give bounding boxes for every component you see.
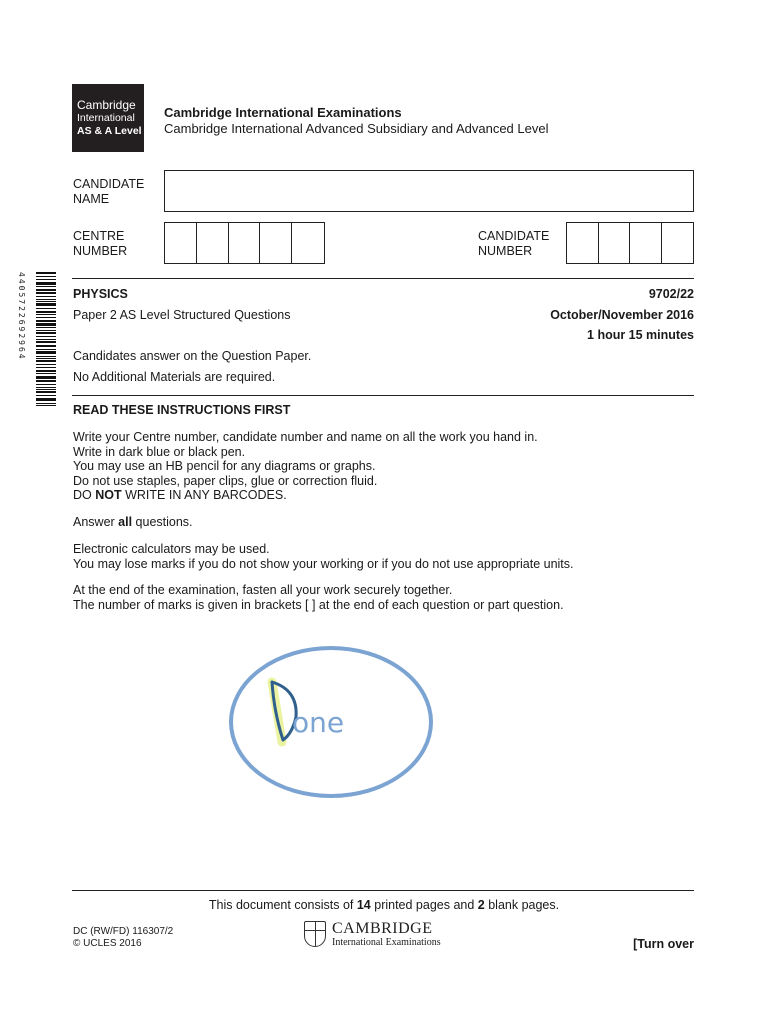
logo-line-2: International <box>77 112 135 124</box>
page-count-statement: This document consists of 14 printed pages and 2 blank pages. <box>208 898 560 912</box>
annotation-text: one <box>292 706 345 739</box>
barcode-bar <box>36 289 56 291</box>
cambridge-wordmark-sub: International Examinations <box>332 937 441 948</box>
barcode-bar <box>36 358 56 359</box>
barcode-bar <box>36 303 56 306</box>
barcode-bar <box>36 341 56 343</box>
instructions-block-1: Write your Centre number, candidate number and name on all the work you hand in. Write in dark blue or black pen. You may use an HB pencil for any diagrams or graphs. Do not use staples, paper clips, glue or correction fluid. DO NOT WRITE IN ANY BARCODES. <box>73 430 538 502</box>
exam-session: October/November 2016 <box>550 308 694 322</box>
candidate-digit-box[interactable] <box>662 223 693 263</box>
exam-duration: 1 hour 15 minutes <box>587 328 694 342</box>
candidate-number-label: CANDIDATE NUMBER <box>478 229 550 258</box>
barcode-bar <box>36 299 56 300</box>
answer-on-paper: Candidates answer on the Question Paper. <box>73 349 312 363</box>
candidate-name-label: CANDIDATE NAME <box>73 177 145 206</box>
turn-over-label: [Turn over <box>633 937 694 951</box>
barcode-bar <box>36 272 56 274</box>
candidate-number-field[interactable] <box>566 222 694 264</box>
barcode-bar <box>36 314 56 315</box>
exam-board-title: Cambridge International Examinations <box>164 105 402 120</box>
centre-digit-box[interactable] <box>292 223 324 263</box>
barcode-bar <box>36 339 56 340</box>
subject: PHYSICS <box>73 287 128 301</box>
barcode-bar <box>36 403 56 404</box>
barcode-bar <box>36 308 56 309</box>
barcode-bar <box>36 330 56 331</box>
crest-icon <box>304 921 326 947</box>
barcode-bar <box>36 311 56 313</box>
barcode-bar <box>36 405 56 406</box>
barcode-bar <box>36 391 56 393</box>
barcode-bar <box>36 387 56 388</box>
done-handwritten-annotation <box>226 642 436 804</box>
cambridge-crest-logo <box>304 920 441 948</box>
document-code: DC (RW/FD) 116307/2 © UCLES 2016 <box>73 926 174 949</box>
barcode <box>28 272 56 408</box>
barcode-bar <box>36 332 56 334</box>
barcode-bar <box>36 327 56 328</box>
barcode-bar <box>36 380 56 382</box>
instructions-heading: READ THESE INSTRUCTIONS FIRST <box>73 403 291 417</box>
answer-all-note: Answer all questions. <box>73 515 193 529</box>
cambridge-as-a-level-logo <box>72 84 144 152</box>
centre-digit-box[interactable] <box>197 223 229 263</box>
centre-number-label: CENTRE NUMBER <box>73 229 128 258</box>
cambridge-wordmark: CAMBRIDGE <box>332 920 433 937</box>
calculator-note: Electronic calculators may be used. You may lose marks if you do not show your working or if you do not use appropriate units. <box>73 542 574 571</box>
centre-digit-box[interactable] <box>260 223 292 263</box>
paper-title: Paper 2 AS Level Structured Questions <box>73 308 291 322</box>
barcode-bar <box>36 373 56 374</box>
barcode-bar <box>36 370 56 372</box>
barcode-bar <box>36 336 56 337</box>
centre-digit-box[interactable] <box>229 223 261 263</box>
barcode-bar <box>36 301 56 302</box>
barcode-bar <box>36 364 56 365</box>
barcode-bar <box>36 292 56 294</box>
barcode-bar <box>36 296 56 297</box>
exam-board-subtitle: Cambridge International Advanced Subsidiary and Advanced Level <box>164 121 549 136</box>
candidate-digit-box[interactable] <box>599 223 631 263</box>
logo-line-3: AS & A Level <box>77 125 142 137</box>
barcode-bar <box>36 286 56 287</box>
barcode-bar <box>36 398 56 401</box>
barcode-bar <box>36 356 56 357</box>
barcode-bar <box>36 389 56 390</box>
barcode-bar <box>36 317 56 318</box>
barcode-bar <box>36 376 56 379</box>
candidate-digit-box[interactable] <box>567 223 599 263</box>
barcode-bar <box>36 320 56 322</box>
barcode-bar <box>36 323 56 326</box>
centre-number-field[interactable] <box>164 222 325 264</box>
barcode-bar <box>36 345 56 347</box>
materials-note: No Additional Materials are required. <box>73 370 276 384</box>
logo-line-1: Cambridge <box>77 98 136 112</box>
barcode-bar <box>36 279 56 280</box>
footer-rule <box>72 890 694 891</box>
centre-digit-box[interactable] <box>165 223 197 263</box>
divider-rule <box>72 278 694 279</box>
candidate-digit-box[interactable] <box>630 223 662 263</box>
barcode-bar <box>36 360 56 362</box>
divider-rule <box>72 395 694 396</box>
barcode-digits: 4405722692964 <box>17 272 26 361</box>
barcode-bar <box>36 282 56 285</box>
barcode-bar <box>36 384 56 385</box>
barcode-bar <box>36 276 56 277</box>
barcode-bar <box>36 349 56 350</box>
candidate-name-field[interactable] <box>164 170 694 212</box>
barcode-bar <box>36 351 56 354</box>
paper-code: 9702/22 <box>648 287 694 301</box>
end-of-exam-note: At the end of the examination, fasten all your work securely together. The number of marks is given in brackets [ ] at the end of each question or part question. <box>73 583 564 612</box>
barcode-bar <box>36 367 56 368</box>
barcode-bar <box>36 395 56 396</box>
